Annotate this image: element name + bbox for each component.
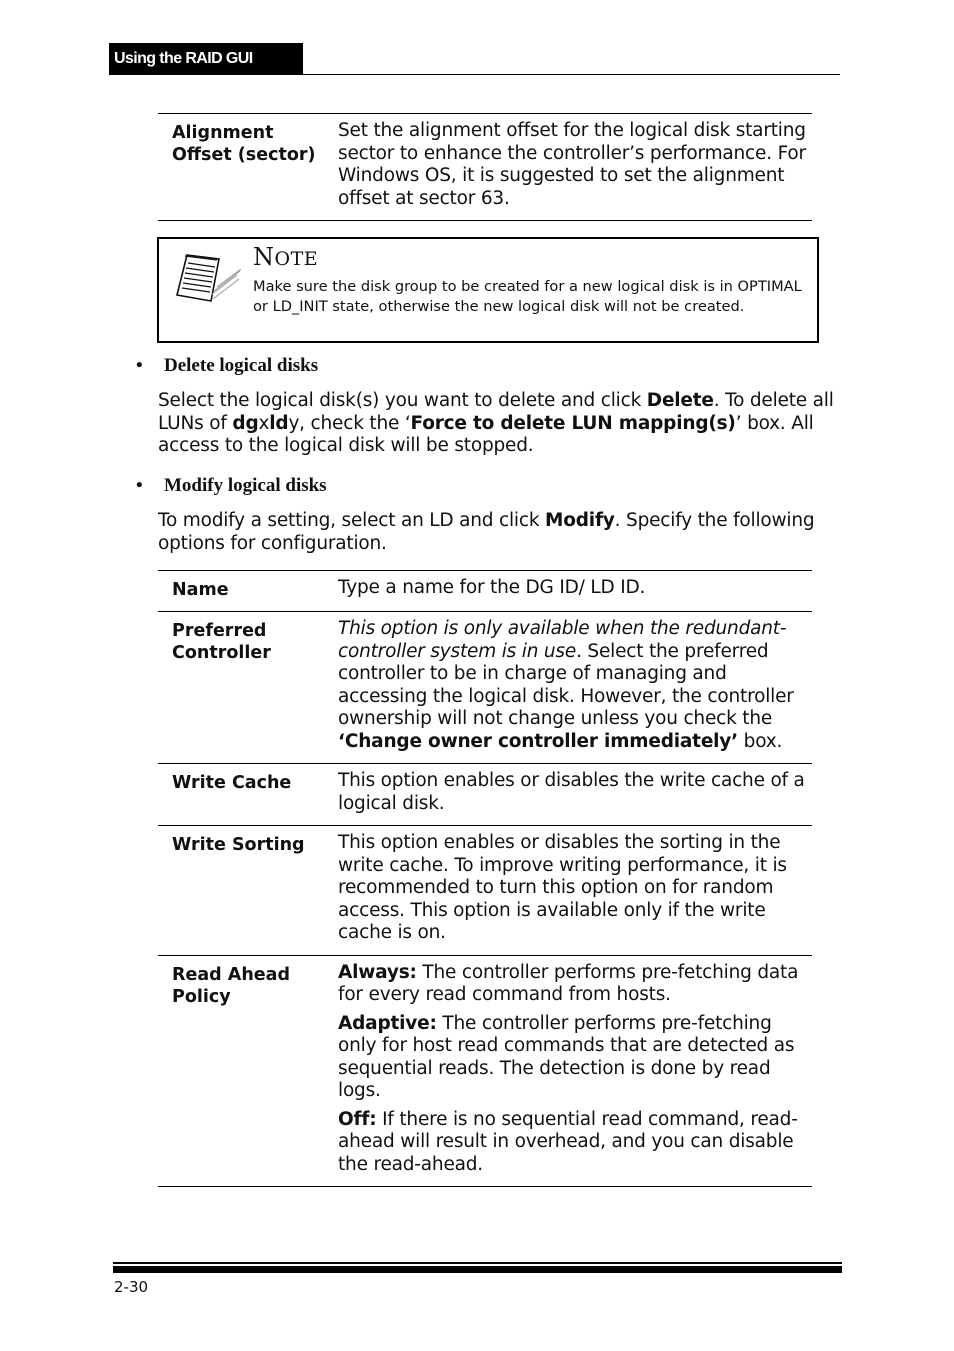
read-ahead-adaptive: Adaptive: The controller performs pre-fetching only for host read commands that are detected as sequential reads. The detection is done by read logs. [338, 1012, 795, 1101]
section-header-tab: Using the RAID GUI [109, 43, 303, 75]
footer-rule-thick [113, 1266, 842, 1273]
table-row [158, 826, 812, 956]
table-row [158, 955, 812, 1187]
read-ahead-off: Off: If there is no sequential read command, read-ahead will result in overhead, and you can disable the read-ahead. [338, 1108, 798, 1175]
param-term: Name [172, 580, 229, 600]
alignment-table [158, 113, 812, 221]
bullet-heading-modify: • Modify logical disks [136, 475, 327, 496]
page-number: 2-30 [114, 1278, 149, 1296]
note-box [157, 237, 819, 343]
param-term: Write Cache [172, 773, 292, 793]
param-term: Alignment Offset (sector) [172, 123, 316, 165]
modify-options-table [158, 570, 812, 1187]
param-desc: This option enables or disables the write cache of a logical disk. [338, 770, 805, 814]
table-row [158, 114, 812, 221]
param-term: Preferred Controller [172, 621, 271, 663]
param-desc: This option enables or disables the sorting in the write cache. To improve writing performance, it is recommended to turn this option on for random access. This option is available only if the write cache is on. [338, 832, 787, 943]
note-title: NOTE [253, 243, 319, 271]
modify-paragraph: To modify a setting, select an LD and click Modify. Specify the following options for configuration. [158, 510, 815, 554]
param-desc: Set the alignment offset for the logical disk starting sector to enhance the controller’s performance. For Windows OS, it is suggested to set the alignment offset at sector 63. [338, 120, 806, 209]
param-term: Write Sorting [172, 835, 305, 855]
footer-rule [113, 1262, 842, 1264]
param-desc: Type a name for the DG ID/ LD ID. [338, 577, 646, 598]
note-text: Make sure the disk group to be created for a new logical disk is in OPTIMAL or LD_INIT state, otherwise the new logical disk will not be created. [253, 278, 802, 315]
header-rule [109, 74, 840, 75]
param-desc: This option is only available when the redundant-controller system is in use. Select the preferred controller to be in charge of managing and accessing the logical disk. However, the controller ownership will not change unless you check the ‘Change owner controller immediately’ box. [338, 618, 794, 752]
table-row [158, 612, 812, 764]
table-row [158, 764, 812, 826]
delete-paragraph: Select the logical disk(s) you want to delete and click Delete. To delete all LUNs of dgxldy, check the ‘Force to delete LUN mapping(s)’ box. All access to the logical disk will be stopped. [158, 390, 834, 456]
read-ahead-always: Always: The controller performs pre-fetching data for every read command from hosts. [338, 961, 799, 1005]
notepad-icon [167, 249, 243, 305]
param-desc [338, 955, 812, 1187]
param-term: Read Ahead Policy [172, 964, 290, 1007]
bullet-heading-delete: • Delete logical disks [136, 355, 319, 376]
table-row [158, 571, 812, 612]
